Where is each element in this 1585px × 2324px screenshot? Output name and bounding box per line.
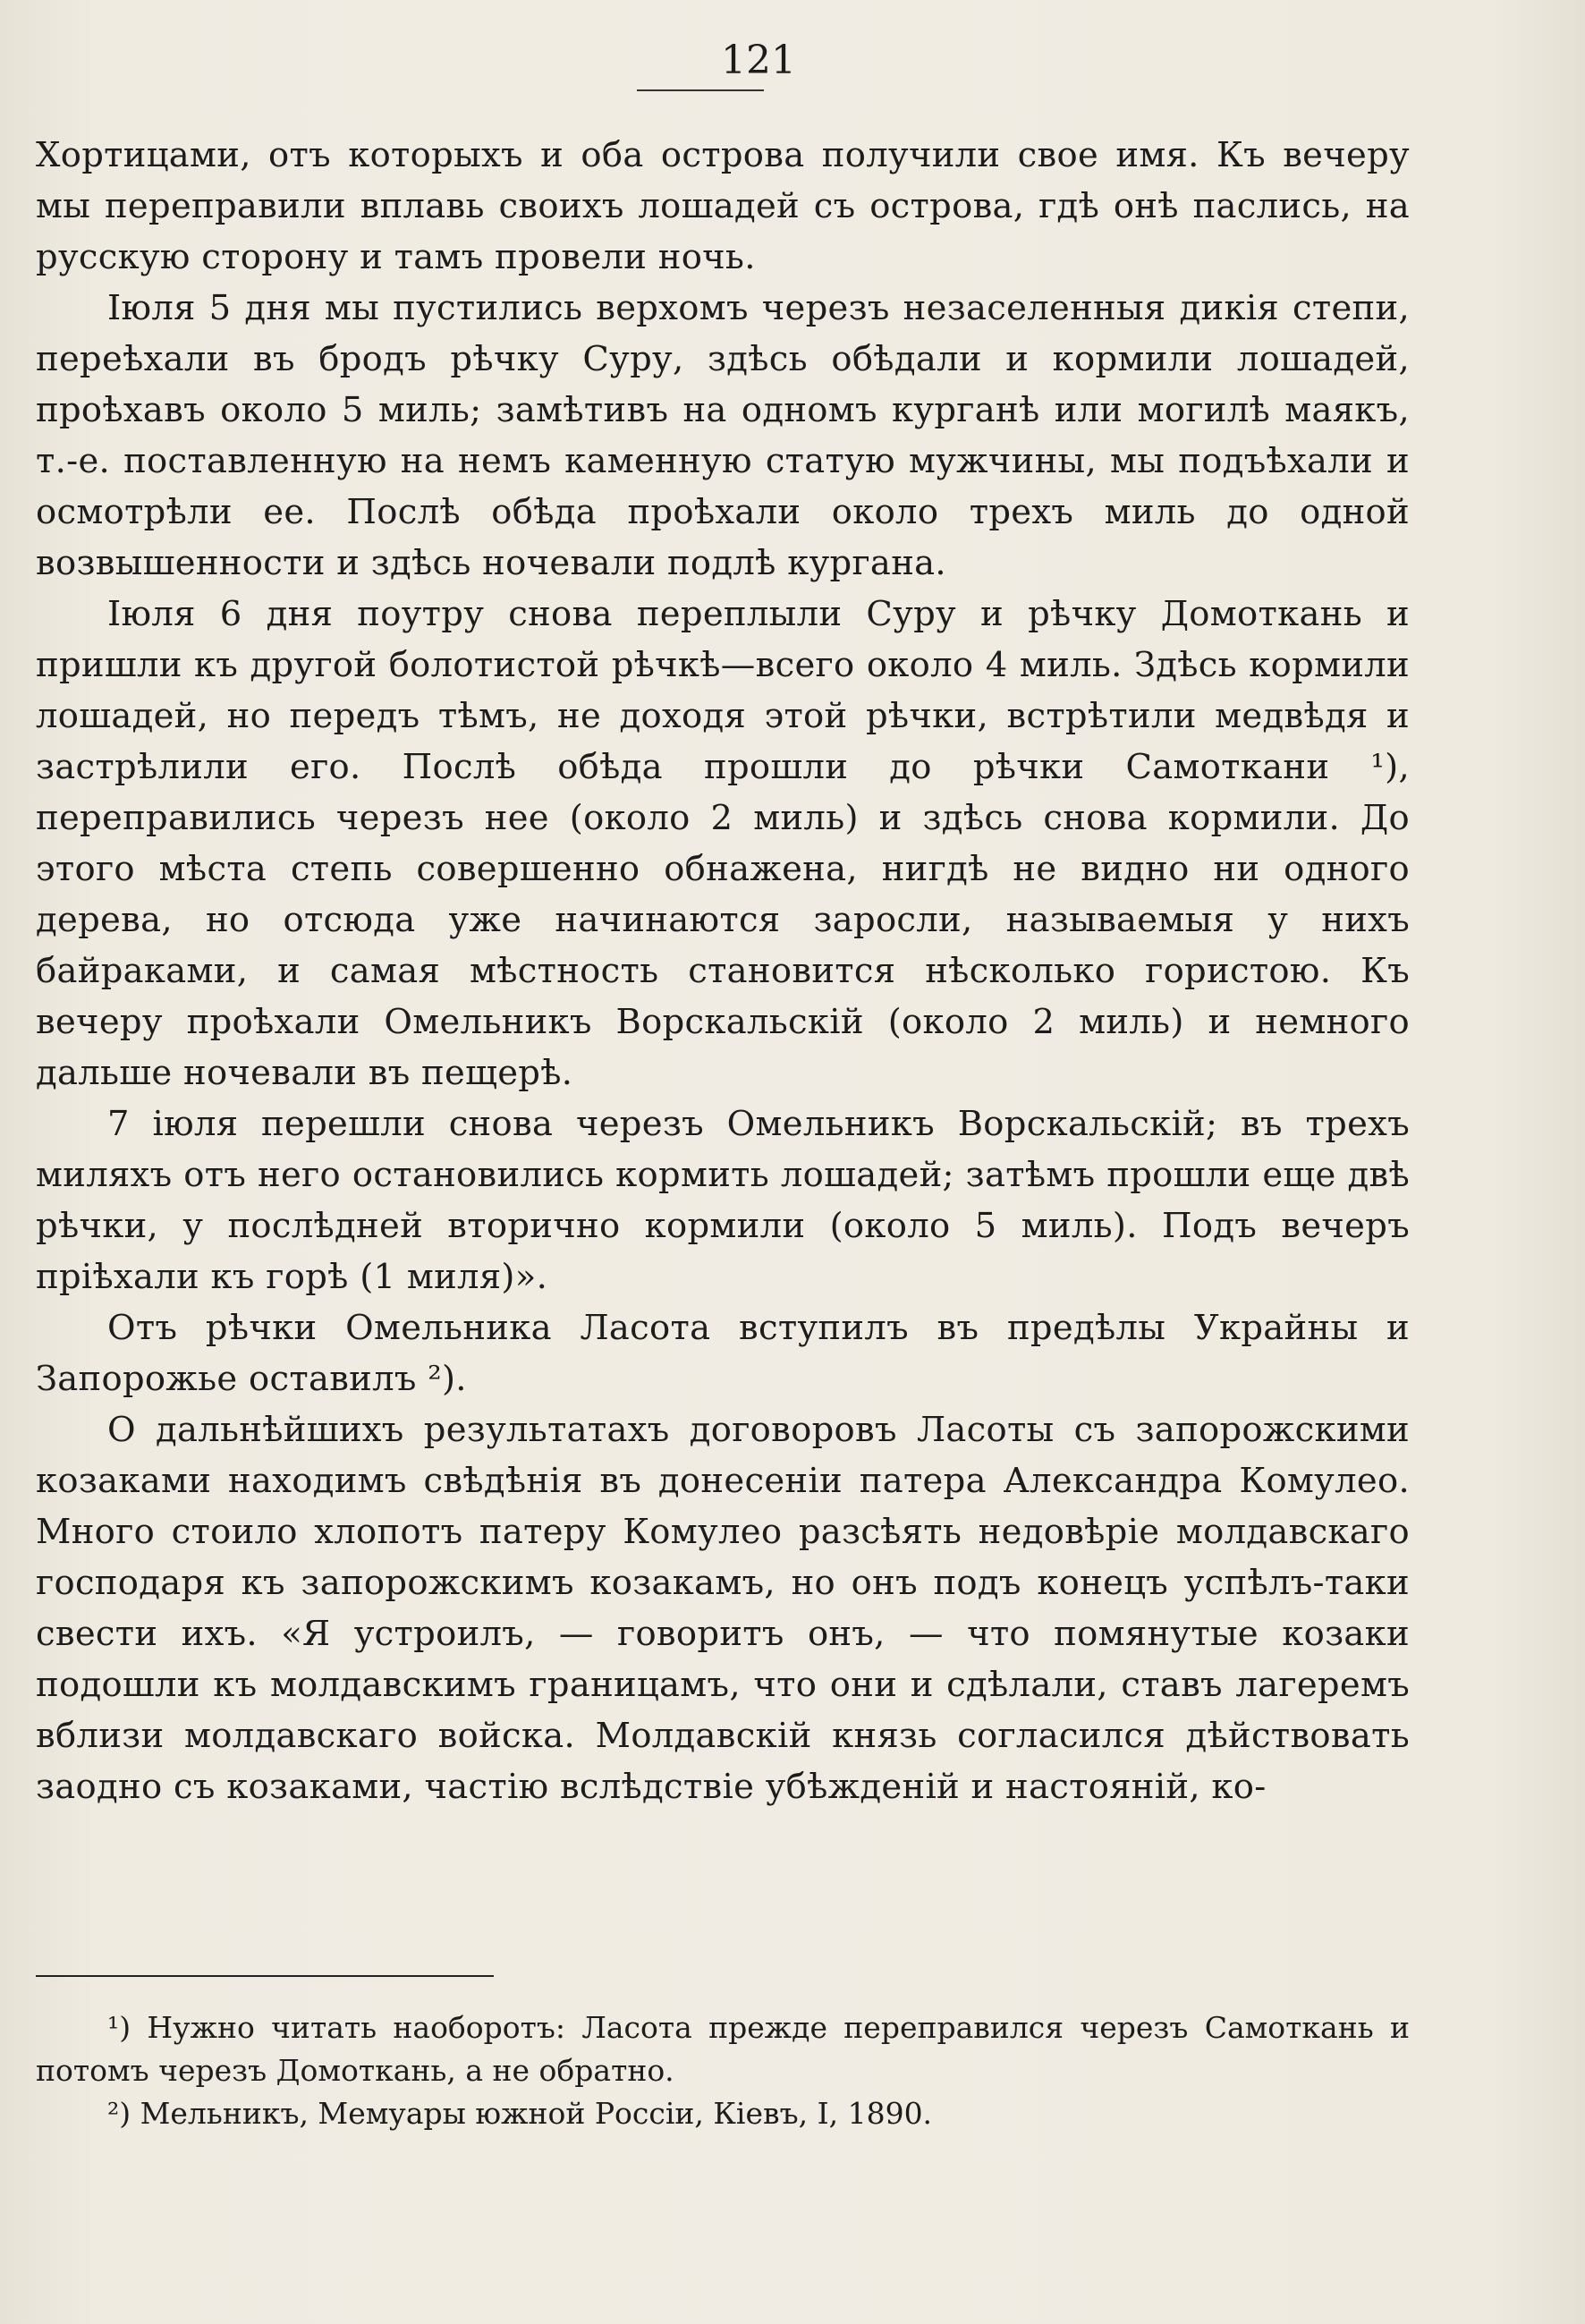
paragraph: 7 іюля перешли снова черезъ Омельникъ Ворскальскій; въ трехъ миляхъ отъ него остановились кормить лошадей; затѣмъ прошли еще двѣ рѣчки, у послѣдней вторично кормили (около 5 миль). Подъ вечеръ пріѣхали къ горѣ (1 миля)». [36, 1104, 1410, 1297]
paragraph: Хортицами, отъ которыхъ и оба острова получили свое имя. Къ вечеру мы переправили вплавь своихъ лошадей съ острова, гдѣ онѣ паслись, на русскую сторону и тамъ провели ночь. [36, 135, 1410, 277]
page-number-rule [637, 89, 764, 91]
footnote: ²) Мельникъ, Мемуары южной Россіи, Кіевъ, I, 1890. [107, 2096, 933, 2131]
page-number: 121 [721, 38, 796, 83]
paragraph: О дальнѣйшихъ результатахъ договоровъ Ласоты съ запорожскими козаками находимъ свѣдѣнія въ донесеніи патера Александра Комулео. Много стоило хлопотъ патеру Комулео разсѣять недовѣріе молдавскаго господаря къ запорожскимъ козакамъ, но онъ подъ конецъ успѣлъ-таки свести ихъ. «Я устроилъ, — говоритъ онъ, — что помянутые козаки подошли къ молдавскимъ границамъ, что они и сдѣлали, ставъ лагеремъ вблизи молдавскаго войска. Молдавскій князь согласился дѣйствовать заодно съ козаками, частію вслѣдствіе убѣжденій и настояній, ко- [36, 1410, 1410, 1807]
paragraph: Іюля 5 дня мы пустились верхомъ черезъ незаселенныя дикія степи, переѣхали въ бродъ рѣчку Суру, здѣсь обѣдали и кормили лошадей, проѣхавъ около 5 миль; замѣтивъ на одномъ курганѣ или могилѣ маякъ, т.-е. поставленную на немъ каменную статую мужчины, мы подъѣхали и осмотрѣли ее. Послѣ обѣда проѣхали около трехъ миль до одной возвышенности и здѣсь ночевали подлѣ кургана. [36, 288, 1410, 583]
paragraph: Іюля 6 дня поутру снова переплыли Суру и рѣчку Домоткань и пришли къ другой болотистой рѣчкѣ—всего около 4 миль. Здѣсь кормили лошадей, но передъ тѣмъ, не доходя этой рѣчки, встрѣтили медвѣдя и застрѣлили его. Послѣ обѣда прошли до рѣчки Самоткани ¹), переправились черезъ нее (около 2 миль) и здѣсь снова кормили. До этого мѣста степь совершенно обнажена, нигдѣ не видно ни одного дерева, но отсюда уже начинаются заросли, называемыя у нихъ байраками, и самая мѣстность становится нѣсколько гористою. Къ вечеру проѣхали Омельникъ Ворскальскій (около 2 миль) и немного дальше ночевали въ пещерѣ. [36, 594, 1410, 1093]
footnote: ¹) Нужно читать наоборотъ: Ласота прежде переправился черезъ Самоткань и потомъ черезъ Домоткань, а не обратно. [36, 2010, 1410, 2088]
footnote-rule [36, 1975, 494, 1977]
footnotes [36, 2006, 1410, 2135]
paragraph: Отъ рѣчки Омельника Ласота вступилъ въ предѣлы Украйны и Запорожье оставилъ ²). [36, 1308, 1410, 1399]
body-text [36, 130, 1410, 1812]
